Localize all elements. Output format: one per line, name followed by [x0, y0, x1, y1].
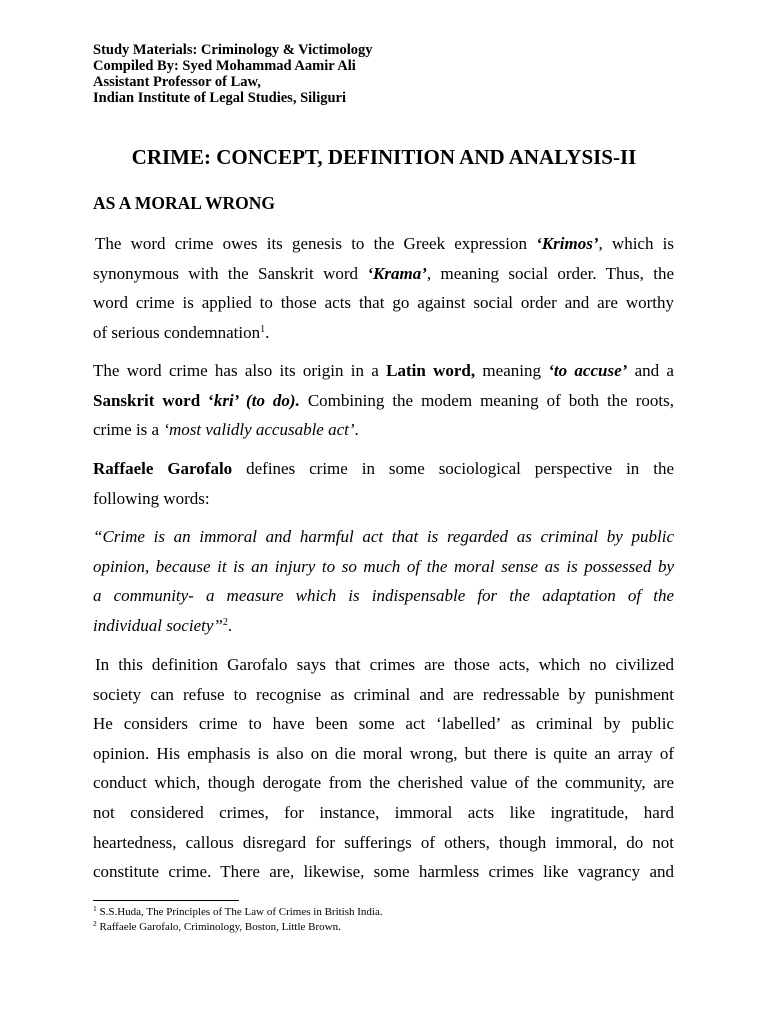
paragraph-line: Sanskrit word ‘kri’ (to do). Combining the modem meaning of both the roots, — [93, 390, 674, 410]
paragraph-line: word crime is applied to those acts that go against social order and are worthy — [93, 293, 674, 313]
paragraph-line: constitute crime. There are, likewise, some harmless crimes like vagrancy and — [93, 862, 674, 882]
paragraph-line: not considered crimes, for instance, immoral acts like ingratitude, hard — [93, 802, 674, 822]
document-title: CRIME: CONCEPT, DEFINITION AND ANALYSIS-II — [131, 145, 637, 169]
quote-line: a community- a measure which is indispensable for the adaptation of the — [93, 586, 674, 606]
paragraph-line: Raffaele Garofalo defines crime in some sociological perspective in the — [93, 459, 674, 478]
paragraph-line: He considers crime to have been some act ‘labelled’ as criminal by public — [93, 714, 674, 734]
paragraph-line: of serious condemnation$^1$. — [93, 322, 270, 342]
footnote-ref-2: 2 — [222, 616, 228, 628]
paragraph-krimos — [93, 229, 674, 347]
paragraph-garofalo-analysis — [93, 650, 674, 887]
footnote-1: $^1$ S.S.Huda, The Principles of The Law of Crimes in British India. — [93, 904, 383, 918]
document-header — [93, 42, 373, 106]
quote-line: “Crime is an immoral and harmful act that is regarded as criminal by public — [93, 527, 674, 546]
paragraph-line: conduct which, though derogate from the cherished value of the community, are — [93, 773, 674, 793]
footnote-ref-1: 1 — [260, 323, 266, 335]
header-institute-line: Indian Institute of Legal Studies, Siliguri — [93, 90, 346, 106]
garofalo-quote — [93, 522, 674, 640]
paragraph-line: society can refuse to recognise as criminal and are redressable by punishment — [93, 684, 674, 704]
paragraph-line: The word crime has also its origin in a Latin word, meaning ‘to accuse’ and a — [93, 361, 674, 380]
footnote-separator — [93, 900, 239, 901]
footnote-2: $^2$ Raffaele Garofalo, Criminology, Boston, Little Brown. — [93, 918, 341, 933]
header-position-line: Assistant Professor of Law, — [93, 74, 261, 90]
paragraph-line: crime is a ‘most validly accusable act’. — [93, 420, 359, 440]
quote-line: individual society”$^2$. — [93, 615, 233, 635]
paragraph-line: following words: — [93, 488, 210, 508]
header-course-line: Study Materials: Criminology & Victimology — [93, 42, 373, 58]
paragraph-line: synonymous with the Sanskrit word ‘Krama’, meaning social order. Thus, the — [93, 263, 674, 283]
footnotes — [93, 905, 383, 934]
header-compiler-line: Compiled By: Syed Mohammad Aamir Ali — [93, 58, 356, 74]
paragraph-line: In this definition Garofalo says that crimes are those acts, which no civilized — [95, 655, 674, 674]
paragraph-line: The word crime owes its genesis to the Greek expression ‘Krimos’, which is — [95, 234, 674, 253]
quote-line: opinion, because it is an injury to so much of the moral sense as is possessed by — [93, 556, 674, 576]
section-heading: AS A MORAL WRONG — [93, 193, 275, 213]
paragraph-garofalo-intro — [93, 454, 674, 513]
paragraph-latin-origin — [93, 356, 674, 445]
paragraph-line: opinion. His emphasis is also on die moral wrong, but there is quite an array of — [93, 743, 674, 763]
paragraph-line: heartedness, callous disregard for sufferings of others, though immoral, do not — [93, 832, 674, 852]
